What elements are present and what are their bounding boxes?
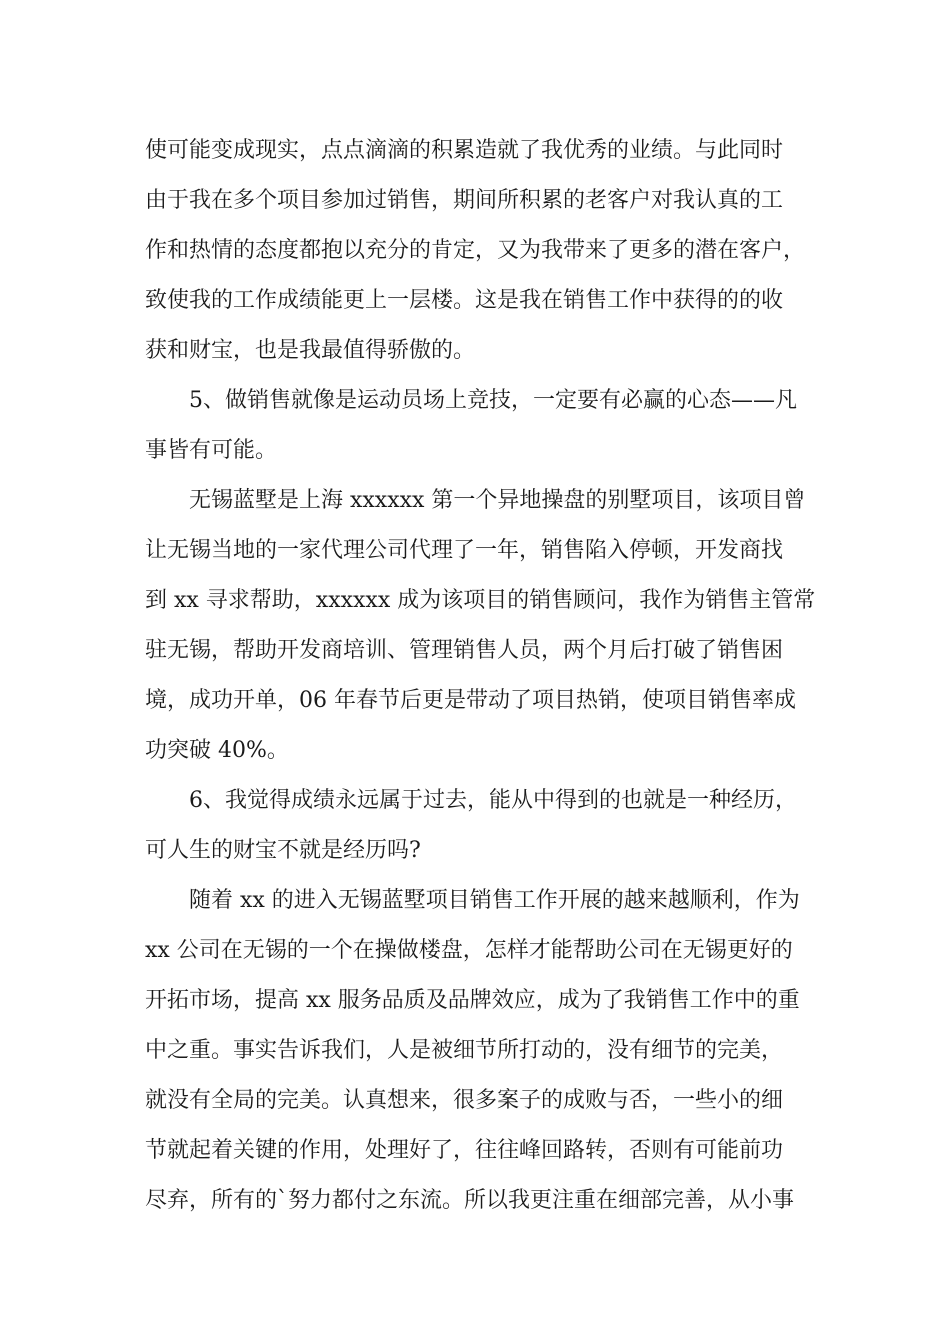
text-line: 获和财宝，也是我最值得骄傲的。 <box>145 338 476 363</box>
text-line: 节就起着关键的作用，处理好了，往往峰回路转，否则有可能前功 <box>145 1138 784 1163</box>
text-line: 到 xx 寻求帮助，xxxxxx 成为该项目的销售顾问，我作为销售主管常 <box>145 588 816 613</box>
text-line: 5、做销售就像是运动员场上竞技，一定要有必赢的心态——凡 <box>189 388 797 413</box>
text-line: 事皆有可能。 <box>145 438 278 463</box>
text-line: 可人生的财宝不就是经历吗? <box>145 838 421 863</box>
text-line: 使可能变成现实，点点滴滴的积累造就了我优秀的业绩。与此同时 <box>145 138 784 163</box>
text-line: xx 公司在无锡的一个在操做楼盘，怎样才能帮助公司在无锡更好的 <box>145 938 793 963</box>
text-line: 境，成功开单，06 年春节后更是带动了项目热销，使项目销售率成 <box>145 688 796 713</box>
text-line: 致使我的工作成绩能更上一层楼。这是我在销售工作中获得的的收 <box>145 288 784 313</box>
text-line: 随着 xx 的进入无锡蓝墅项目销售工作开展的越来越顺利，作为 <box>189 888 800 913</box>
text-line: 尽弃，所有的`努力都付之东流。所以我更注重在细部完善，从小事 <box>145 1188 795 1213</box>
text-line: 驻无锡，帮助开发商培训、管理销售人员，两个月后打破了销售困 <box>145 638 784 663</box>
text-line: 功突破 40%。 <box>145 738 289 763</box>
text-line: 中之重。事实告诉我们，人是被细节所打动的，没有细节的完美， <box>145 1038 784 1063</box>
text-line: 6、我觉得成绩永远属于过去，能从中得到的也就是一种经历， <box>189 788 797 813</box>
text-line: 让无锡当地的一家代理公司代理了一年，销售陷入停顿，开发商找 <box>145 538 784 563</box>
text-line: 无锡蓝墅是上海 xxxxxx 第一个异地操盘的别墅项目，该项目曾 <box>189 488 806 513</box>
text-line: 作和热情的态度都抱以充分的肯定，又为我带来了更多的潜在客户， <box>145 238 806 263</box>
text-line: 开拓市场，提高 xx 服务品质及品牌效应，成为了我销售工作中的重 <box>145 988 800 1013</box>
text-line: 就没有全局的完美。认真想来，很多案子的成败与否，一些小的细 <box>145 1088 784 1113</box>
text-line: 由于我在多个项目参加过销售，期间所积累的老客户对我认真的工 <box>145 188 784 213</box>
